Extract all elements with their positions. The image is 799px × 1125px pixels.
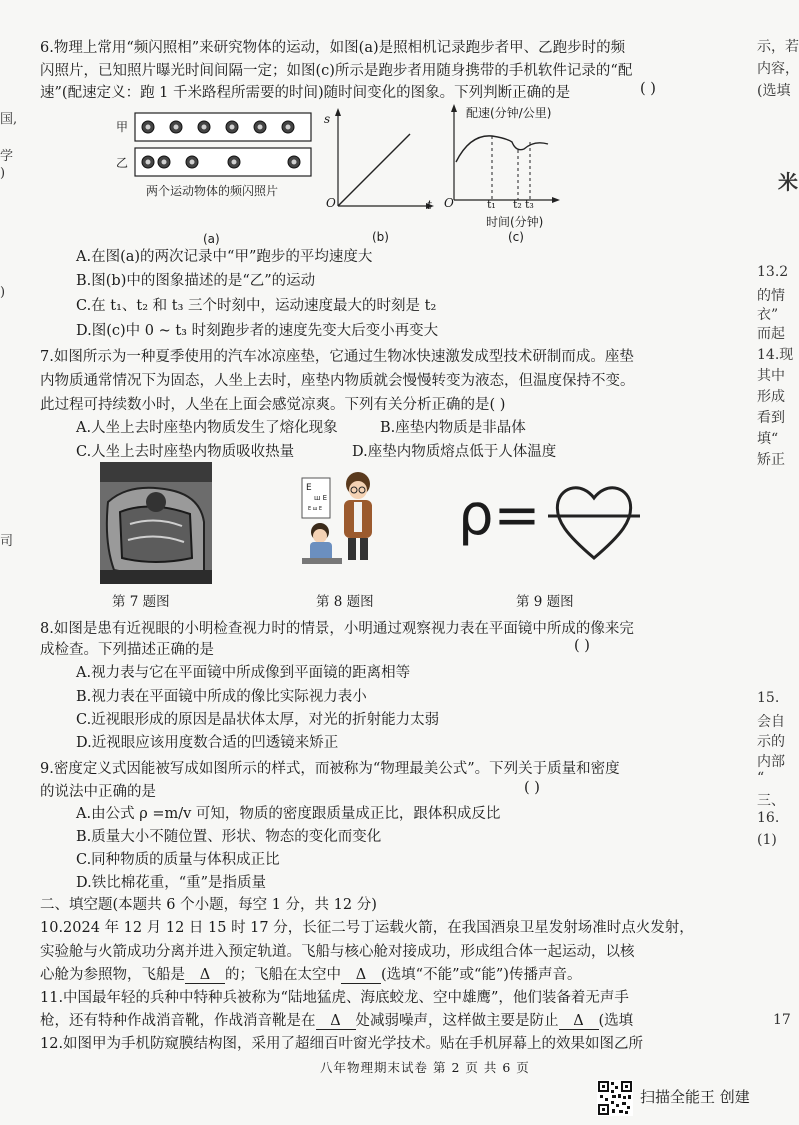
q11-line: 11.中国最年轻的兵种中特种兵被称为“陆地猛虎、海底蛟龙、空中雄鹰”，他们装备着无声手 [40,990,629,1006]
edge-right-fragment: 17 [773,1012,791,1028]
edge-right-fragment: 14.现 [757,347,794,363]
q8-line: 8.如图是患有近视眼的小明检查视力时的情景，小明通过观察视力表在平面镜中所成的像来完 [40,621,634,637]
q9-option-c: C.同种物质的质量与体积成正比 [76,852,280,868]
q6-option-b: B.图(b)中的图象描述的是“乙”的运动 [76,273,316,289]
q8-line: 成检查。下列描述正确的是 [40,642,214,658]
answer-bracket: ( ) [640,81,656,97]
q7-option-a: A.人坐上去时座垫内物质发生了熔化现象 [76,420,338,436]
q6-option-a: A.在图(a)的两次记录中“甲”跑步的平均速度大 [76,249,373,265]
edge-right-fragment: 会自 [757,714,785,730]
fill-blank[interactable]: Δ [316,1013,356,1030]
q7-line: 内物质通常情况下为固态，人坐上去时，座垫内物质就会慢慢转变为液态，但温度保持不变。 [40,373,635,389]
svg-text:E ш E: E ш E [308,506,323,512]
edge-right-fragment: 其中 [757,368,785,384]
edge-right-fragment: 13.2 [757,264,789,280]
qr-code-icon [597,1080,633,1116]
section-2-heading: 二、填空题(本题共 6 个小题，每空 1 分，共 12 分) [40,897,377,913]
fig9-caption: 第 9 题图 [516,594,574,610]
svg-text:ш E: ш E [314,494,328,502]
edge-right-fragment: 的情 [757,288,785,304]
edge-right-fragment: 16. [757,810,780,826]
q7-line: 7.如图所示为一种夏季使用的汽车冰凉座垫，它通过生物冰快速激发成型技术研制而成。座垫 [40,349,634,365]
page-footer: 八年物理期末试卷 第 2 页 共 6 页 [320,1060,530,1075]
q8-option-c: C.近视眼形成的原因是晶状体太厚，对光的折射能力太弱 [76,712,440,728]
q11-text: 枪，还有特种作战消音靴，作战消音靴是在 [40,1013,316,1029]
strobe-photo-figure [134,110,314,180]
fig7-caption: 第 7 题图 [112,594,170,610]
s-t-graph [318,106,438,218]
fig-c-t1: t₁ [487,198,496,211]
edge-right-fragment: 矫正 [757,452,785,468]
fill-blank[interactable]: Δ [185,967,225,984]
q8-option-d: D.近视眼应该用度数合适的凹透镜来矫正 [76,735,339,751]
q6-line: 速”(配速定义：跑 1 千米路程所需要的时间)随时间变化的图象。下列判断正确的是 [40,85,571,101]
fig-b-sublabel: (b) [372,230,389,244]
edge-right-fragment: 内部 [757,754,785,770]
edge-left-fragment: 学 [0,149,14,164]
edge-left-fragment: 司 [0,534,14,549]
edge-right-fragment: 而起 [757,326,785,342]
fig-b-y-label: s [324,112,331,126]
edge-right-fragment: 填“ [757,431,779,447]
fig-c-y-label: 配速(分钟/公里) [466,106,552,120]
q6-option-d: D.图(c)中 0 ~ t₃ 时刻跑步者的速度先变大后变小再变大 [76,323,439,339]
edge-left-fragment: ) [0,166,6,181]
fill-blank[interactable]: Δ [559,1013,599,1030]
eye-exam-illustration [296,468,396,568]
fig-c-origin: O [444,196,454,210]
edge-left-fragment: 国, [0,112,18,127]
fig-b-x-label: t [427,198,432,212]
edge-right-fragment: 米 [778,170,798,194]
fig-b-origin: O [326,196,336,210]
edge-right-fragment: 内容， [757,61,799,77]
answer-bracket: ( ) [524,780,540,796]
fig-c-t3: t₃ [525,198,534,211]
fig-a-label-jia: 甲 [116,120,129,134]
edge-right-fragment: 示，若 [757,39,799,55]
fig-c-x-label: 时间(分钟) [486,215,544,229]
q7-option-d: D.座垫内物质熔点低于人体温度 [352,444,557,460]
q10-line [40,963,581,984]
q6-line: 6.物理上常用“频闪照相”来研究物体的运动，如图(a)是照相机记录跑步者甲、乙跑步时的频 [40,40,626,56]
edge-right-fragment: 形成 [757,389,785,405]
scanner-brand-label: 扫描全能王 创建 [640,1088,750,1106]
edge-right-fragment: (1) [757,832,777,848]
fig8-caption: 第 8 题图 [316,594,374,610]
car-seat-photo [100,462,212,584]
q7-option-b: B.座垫内物质是非晶体 [380,420,526,436]
q10-text: 心舱为参照物，飞船是 [40,967,185,983]
q7-line: 此过程可持续数小时，人坐在上面会感觉凉爽。下列有关分析正确的是( ) [40,397,506,413]
q9-line: 的说法中正确的是 [40,784,156,800]
q9-option-a: A.由公式 ρ =m/v 可知，物质的密度跟质量成正比，跟体积成反比 [76,806,501,822]
fig-a-caption: 两个运动物体的频闪照片 [146,184,279,198]
q11-text: 处减弱噪声，这样做主要是防止 [355,1013,559,1029]
fig-a-sublabel: (a) [203,232,220,246]
density-formula-left: ρ= [458,483,541,548]
edge-right-fragment: 看到 [757,410,785,426]
edge-right-fragment: 三、 [757,793,785,809]
heart-formula-figure [548,476,640,566]
q9-option-b: B.质量大小不随位置、形状、物态的变化而变化 [76,829,382,845]
edge-left-fragment: ) [0,285,6,300]
q9-line: 9.密度定义式因能被写成如图所示的样式，而被称为“物理最美公式”。下列关于质量和密度 [40,761,620,777]
fig-a-label-yi: 乙 [116,156,129,170]
q7-option-c: C.人坐上去时座垫内物质吸收热量 [76,444,295,460]
q10-text: 的；飞船在太空中 [225,967,341,983]
q8-option-b: B.视力表在平面镜中所成的像比实际视力表小 [76,689,367,705]
q9-option-d: D.铁比棉花重，“重”是指质量 [76,875,267,891]
q6-option-c: C.在 t₁、t₂ 和 t₃ 三个时刻中，运动速度最大的时刻是 t₂ [76,298,437,314]
edge-right-fragment: (选填 [757,83,791,99]
edge-right-fragment: “ [757,770,765,786]
edge-right-fragment: 衣” [757,307,779,323]
q12-line: 12.如图甲为手机防窥膜结构图，采用了超细百叶窗光学技术。贴在手机屏幕上的效果如图乙所 [40,1036,644,1052]
q10-line: 实验舱与火箭成功分离并进入预定轨道。飞船与核心舱对接成功，形成组合体一起运动，以核 [40,944,635,960]
q8-option-a: A.视力表与它在平面镜中所成像到平面镜的距离相等 [76,665,411,681]
q11-text: (选填 [598,1013,634,1029]
svg-text:E: E [306,483,312,493]
q10-text: (选填“不能”或“能”)传播声音。 [381,967,582,983]
q6-line: 闪照片，已知照片曝光时间间隔一定；如图(c)所示是跑步者用随身携带的手机软件记录的“配 [40,63,633,79]
fig-c-t2: t₂ [513,198,522,211]
answer-bracket: ( ) [574,638,590,654]
q11-line [40,1009,633,1030]
edge-right-fragment: 15. [757,690,780,706]
q10-line: 10.2024 年 12 月 12 日 15 时 17 分，长征二号丁运载火箭，在我国酒泉卫星发射场准时点火发射， [40,920,694,936]
fig-c-sublabel: (c) [508,230,524,244]
fill-blank[interactable]: Δ [341,967,381,984]
edge-right-fragment: 示的 [757,734,785,750]
